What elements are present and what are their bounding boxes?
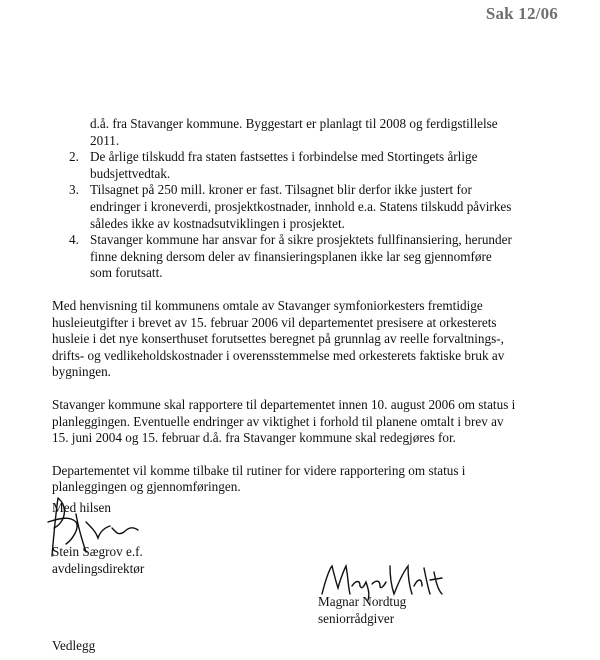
case-number-label: Sak 12/06 [485,4,558,23]
text-line: planleggingen. Eventuelle endringer av viktighet i forhold til planene omtalt i brev av [52,413,504,429]
text-line: Tilsagnet på 250 mill. kroner er fast. Tilsagnet blir derfor ikke justert for [90,182,472,198]
text-line: således ikke av kostnadsutviklingen i prosjektet. [90,215,345,231]
text-line: Stavanger kommune skal rapportere til departementet innen 10. august 2006 om status i [52,396,516,412]
paragraph-rent [52,298,522,381]
text-line: endringer i kroneverdi, prosjektkostnader, innhold e.a. Statens tilskudd påvirkes [90,198,512,214]
text-line: d.å. fra Stavanger kommune. Byggestart er planlagt til 2008 og ferdigstillelse [90,116,498,131]
signer-1-title: avdelingsdirektør [52,560,145,576]
text-line: planleggingen og gjennomføringen. [52,479,241,495]
text-line: De årlige tilskudd fra staten fastsettes i forbindelse med Stortingets årlige [90,149,478,165]
text-line: budsjettvedtak. [90,165,171,181]
text-line: bygningen. [52,364,111,380]
text-line: Med henvisning til kommunens omtale av Stavanger symfoniorkesters fremtidige [52,297,483,313]
signer-2 [318,594,406,627]
list-item-1-continuation [90,116,522,149]
text-line: Stavanger kommune har ansvar for å sikre prosjektets fullfinansiering, herunder [90,232,512,248]
text-line: husleie i det nye konserthuset forutsettes beregnet på grunnlag av reelle forvaltnings-, [52,331,504,347]
list-number: 3. [69,182,79,198]
text-line: husleieutgifter i brevet av 15. februar 2006 vil departementet presisere at orkesterets [52,314,497,330]
list-item [52,182,522,232]
text-line: 15. juni 2004 og 15. februar d.å. fra Stavanger kommune skal redegjøres for. [52,430,456,446]
text-line: drifts- og vedlikeholdskostnader i overensstemmelse med orkesterets faktiske bruk av [52,347,505,363]
signer-1 [52,544,144,577]
text-line: finne dekning dersom deler av finansieringsplanen ikke lar seg gjennomføre [90,248,492,264]
enclosure-label: Vedlegg [52,638,96,653]
text-line: 2011. [90,132,120,148]
signature-block [0,490,600,660]
signer-1-name: Stein Sægrov e.f. [52,544,143,559]
conditions-list [52,149,522,282]
greeting: Med hilsen [52,500,111,515]
text-line: Departementet vil komme tilbake til rutiner for videre rapportering om status i [52,462,466,478]
signer-2-name: Magnar Nordtug [318,594,407,609]
letter-body [52,116,522,496]
list-number: 2. [69,149,79,165]
list-item [52,149,522,182]
list-item [52,232,522,282]
text-line: som forutsatt. [90,265,163,281]
signer-2-title: seniorrådgiver [318,610,395,626]
paragraph-reporting [52,397,522,447]
list-number: 4. [69,232,79,248]
